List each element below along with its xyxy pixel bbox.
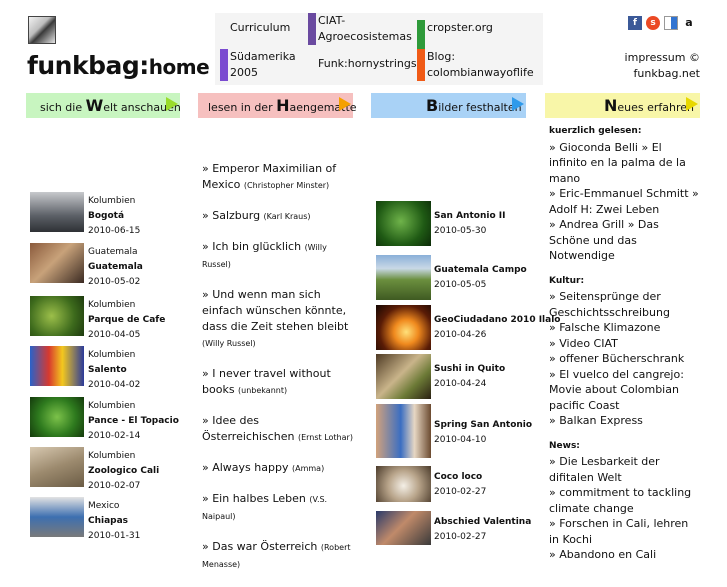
world-thumbnail[interactable] <box>30 447 84 487</box>
arrow-right-icon <box>686 97 698 111</box>
quote-item[interactable]: » I never travel without books (unbekannt) <box>202 367 331 396</box>
world-thumbnail[interactable] <box>30 346 84 386</box>
nav-suedamerika[interactable]: Südamerika 2005 <box>230 49 310 81</box>
quote-item[interactable]: » Ich bin glücklich (Willy Russel) <box>202 240 327 269</box>
delicious-icon[interactable] <box>664 16 678 30</box>
arrow-right-icon <box>339 97 351 111</box>
column-header-reading[interactable]: lesen in der Haengematte <box>198 93 353 118</box>
site-logo[interactable]: funkbag:home <box>27 51 210 80</box>
nav-blog[interactable]: Blog: colombianwayoflife <box>427 49 537 81</box>
world-item[interactable]: Kolumbien Pance - El Topacio 2010-02-14 <box>30 397 190 443</box>
world-item[interactable]: Guatemala Guatemala 2010-05-02 <box>30 243 190 289</box>
quote-item[interactable]: » Ein halbes Leben (V.S. Naipaul) <box>202 492 328 521</box>
section-title-culture: Kultur: <box>549 275 585 286</box>
news-link[interactable]: » Andrea Grill » Das Schöne und das Notwendige <box>549 218 659 262</box>
news-link[interactable]: » Seitensprünge der Geschichtsschreibung <box>549 290 670 319</box>
top-navigation <box>215 13 543 85</box>
news-link[interactable]: » Forschen in Cali, lehren in Kochi <box>549 517 689 546</box>
gallery-thumbnail[interactable] <box>376 404 431 458</box>
image-gallery-item[interactable]: Coco loco 2010-02-27 <box>376 466 536 506</box>
gallery-thumbnail[interactable] <box>376 354 431 399</box>
gallery-thumbnail[interactable] <box>376 201 431 246</box>
world-thumbnail[interactable] <box>30 397 84 437</box>
quote-item[interactable]: » Idee des Österreichischen (Ernst Lothar) <box>202 414 353 443</box>
gallery-thumbnail[interactable] <box>376 511 431 545</box>
quote-item[interactable]: » Das war Österreich (Robert Menasse) <box>202 540 351 569</box>
world-item[interactable]: Kolumbien Zoologico Cali 2010-02-07 <box>30 447 190 493</box>
world-thumbnail[interactable] <box>30 296 84 336</box>
news-link[interactable]: » Falsche Klimazone <box>549 321 661 334</box>
world-item[interactable]: Mexico Chiapas 2010-01-31 <box>30 497 190 543</box>
image-gallery-item[interactable]: Abschied Valentina 2010-02-27 <box>376 511 536 545</box>
news-link[interactable]: » offener Bücherschrank <box>549 352 685 365</box>
world-item[interactable]: Kolumbien Salento 2010-04-02 <box>30 346 190 392</box>
nav-cropster[interactable]: cropster.org <box>427 20 493 36</box>
column-header-images[interactable]: Bilder festhalten <box>371 93 526 118</box>
stumbleupon-icon[interactable]: s <box>646 16 660 30</box>
image-gallery-item[interactable]: Guatemala Campo 2010-05-05 <box>376 255 536 305</box>
news-link[interactable]: » Abandono en Cali <box>549 548 657 561</box>
world-thumbnail[interactable] <box>30 497 84 537</box>
news-link[interactable]: » commitment to tackling climate change <box>549 486 692 515</box>
column-header-news[interactable]: Neues erfahren <box>545 93 700 118</box>
image-gallery-item[interactable]: San Antonio II 2010-05-30 <box>376 201 536 251</box>
news-link[interactable]: » Video CIAT <box>549 336 618 350</box>
news-link[interactable]: » Balkan Express <box>549 414 643 427</box>
world-item[interactable]: Kolumbien Parque de Cafe 2010-04-05 <box>30 296 190 342</box>
world-thumbnail[interactable] <box>30 243 84 283</box>
quote-item[interactable]: » Und wenn man sich einfach wünschen könnte, dass die Zeit stehen bleibt (Willy Russel) <box>202 288 349 348</box>
news-link[interactable]: » El vuelco del cangrejo: Movie about Colombian pacific Coast <box>549 367 684 412</box>
section-title-reading: kuerzlich gelesen: <box>549 126 642 136</box>
news-link[interactable]: » Eric-Emmanuel Schmitt » Adolf H: Zwei Leben <box>549 187 699 216</box>
reading-list <box>202 161 354 587</box>
arrow-right-icon <box>512 97 524 111</box>
world-thumbnail[interactable] <box>30 192 84 232</box>
amazon-icon[interactable]: a <box>682 16 696 30</box>
gallery-thumbnail[interactable] <box>376 305 431 350</box>
arrow-right-icon <box>166 97 178 111</box>
quote-item[interactable]: » Emperor Maximilian of Mexico (Christopher Minster) <box>202 162 337 191</box>
news-link[interactable]: » Die Lesbarkeit der difitalen Welt <box>549 455 660 484</box>
column-header-world[interactable]: sich die Welt anschauen <box>26 93 180 118</box>
impressum-link[interactable]: impressum © funkbag.net <box>624 51 700 80</box>
quote-item[interactable]: » Always happy (Amma) <box>202 461 325 474</box>
quote-item[interactable]: » Salzburg (Karl Kraus) <box>202 209 311 222</box>
nav-funk-hornystrings[interactable]: Funk:hornystrings <box>318 57 417 70</box>
image-gallery-item[interactable]: GeoCiudadano 2010 Ilalo 2010-04-26 <box>376 305 536 355</box>
gallery-thumbnail[interactable] <box>376 255 431 300</box>
section-title-news: News: <box>549 440 580 451</box>
news-link[interactable]: » Gioconda Belli » El infinito en la palma de la mano <box>549 140 686 185</box>
facebook-icon[interactable]: f <box>628 16 642 30</box>
social-links <box>628 16 700 30</box>
nav-ciat[interactable]: CIAT-Agroecosistemas <box>318 13 408 45</box>
world-item[interactable]: Kolumbien Bogotá 2010-06-15 <box>30 192 190 238</box>
image-gallery-item[interactable]: Sushi in Quito 2010-04-24 <box>376 354 536 404</box>
news-column <box>549 124 699 563</box>
gallery-thumbnail[interactable] <box>376 466 431 502</box>
image-gallery-item[interactable]: Spring San Antonio 2010-04-10 <box>376 404 536 462</box>
logo-avatar[interactable] <box>28 16 56 44</box>
nav-curriculum[interactable]: Curriculum <box>230 21 291 34</box>
